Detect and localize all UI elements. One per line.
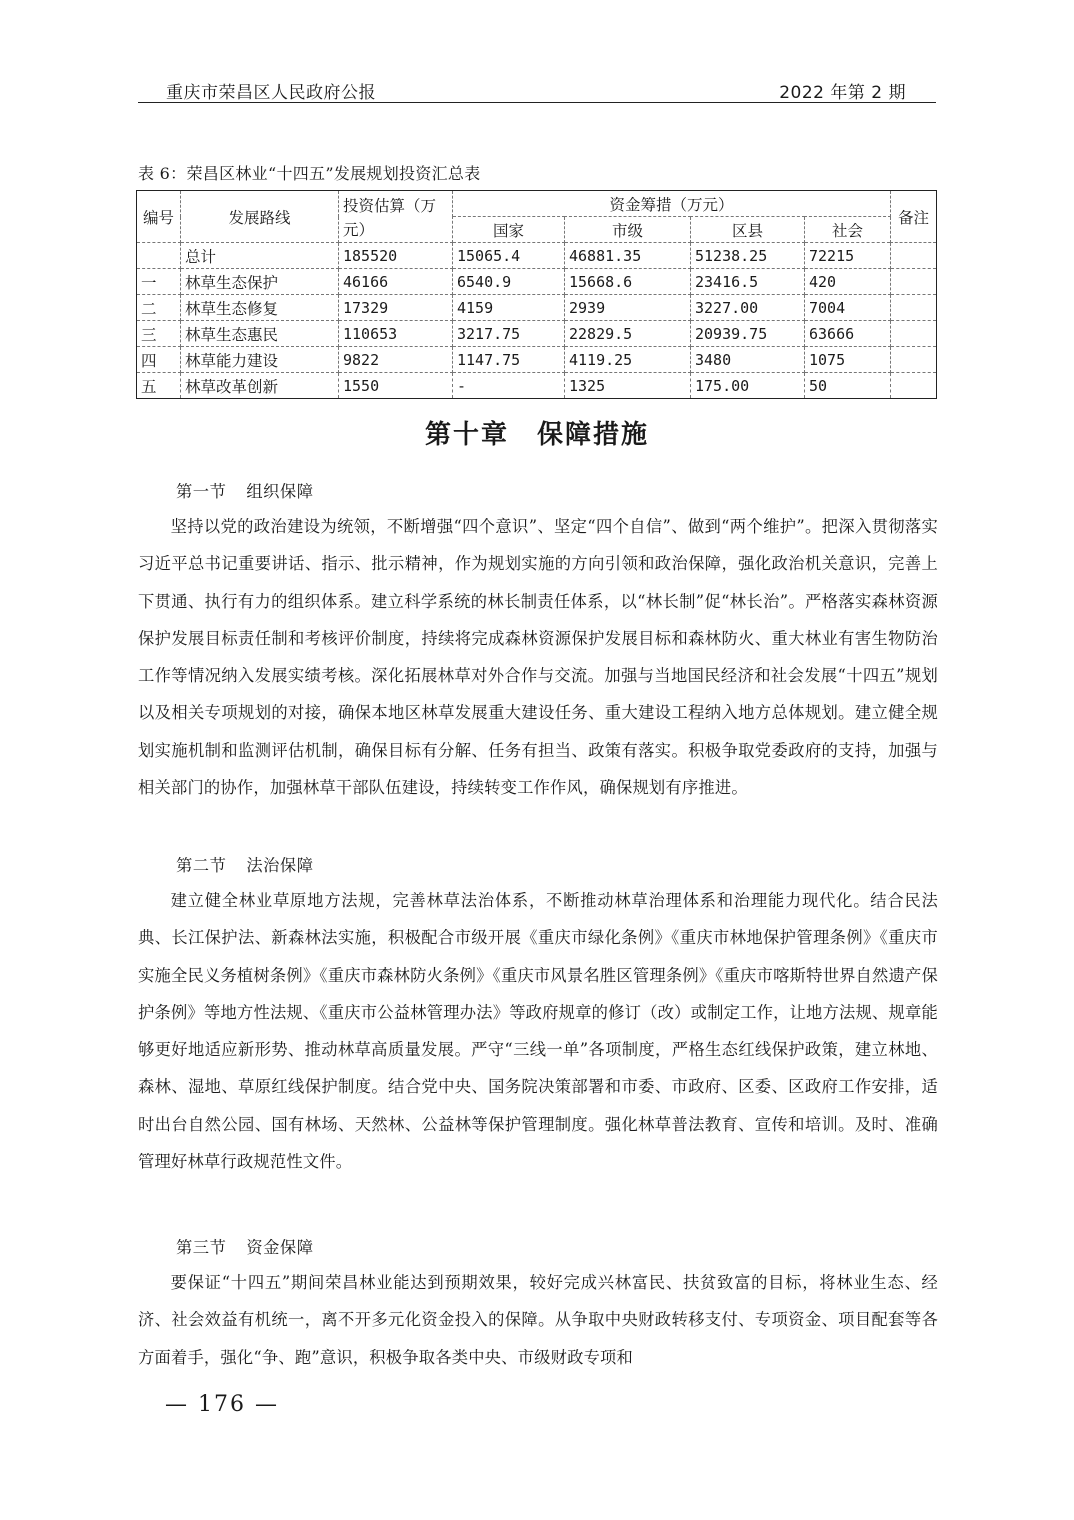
cell-society: 63666 <box>805 321 891 347</box>
cell-society: 50 <box>805 373 891 399</box>
cell-national: 6540.9 <box>453 269 565 295</box>
cell-route: 林草能力建设 <box>181 347 339 373</box>
paragraph: 要保证“十四五”期间荣昌林业能达到预期效果，较好完成兴林富民、扶贫致富的目标，将林业生态、经济、社会效益有机统一，离不开多元化资金投入的保障。从争取中央财政转移支付、专项资金、项目配套等各方面着手，强化“争、跑”意识，积极争取各类中央、市级财政专项和 <box>138 1273 938 1367</box>
cell-remarks <box>891 373 937 399</box>
cell-estimate: 1550 <box>339 373 453 399</box>
header-funding: 资金筹措（万元） <box>453 191 891 217</box>
table-row <box>137 295 937 321</box>
cell-remarks <box>891 243 937 269</box>
section-title: 组织保障 <box>246 482 314 501</box>
cell-district: 51238.25 <box>691 243 805 269</box>
table-caption: 表 6：荣昌区林业“十四五”发展规划投资汇总表 <box>138 164 481 183</box>
cell-no: 三 <box>137 321 181 347</box>
section-number: 第一节 <box>176 482 227 501</box>
section-body <box>138 882 938 1180</box>
cell-route: 林草生态惠民 <box>181 321 339 347</box>
cell-society: 72215 <box>805 243 891 269</box>
header-number: 编号 <box>137 191 181 243</box>
issue-label: 2022 年第 2 期 <box>779 83 906 103</box>
cell-national: 3217.75 <box>453 321 565 347</box>
cell-city: 4119.25 <box>565 347 691 373</box>
table-body <box>137 243 937 399</box>
cell-district: 3227.00 <box>691 295 805 321</box>
section-heading <box>176 852 314 876</box>
section-number: 第二节 <box>176 856 227 875</box>
cell-remarks <box>891 269 937 295</box>
cell-no: 二 <box>137 295 181 321</box>
cell-route: 林草生态保护 <box>181 269 339 295</box>
cell-estimate: 110653 <box>339 321 453 347</box>
cell-no <box>137 243 181 269</box>
table-header-row <box>137 191 937 217</box>
section-body <box>138 508 938 806</box>
paragraph: 坚持以党的政治建设为统领，不断增强“四个意识”、坚定“四个自信”、做到“两个维护”。把深入贯彻落实习近平总书记重要讲话、指示、批示精神，作为规划实施的方向引领和政治保障，强化政治机关意识，完善上下贯通、执行有力的组织体系。建立科学系统的林长制责任体系，以“林长制”促“林长治”。严格落实森林资源保护发展目标责任制和考核评价制度，持续将完成森林资源保护发展目标和森林防火、重大林业有害生物防治工作等情况纳入发展实绩考核。深化拓展林草对外合作与交流。加强与当地国民经济和社会发展“十四五”规划以及相关专项规划的对接，确保本地区林草发展重大建设任务、重大建设工程纳入地方总体规划。建立健全规划实施机制和监测评估机制，确保目标有分解、任务有担当、政策有落实。积极争取党委政府的支持，加强与相关部门的协作，加强林草干部队伍建设，持续转变工作作风，确保规划有序推进。 <box>138 517 938 798</box>
cell-estimate: 185520 <box>339 243 453 269</box>
header-city: 市级 <box>565 217 691 243</box>
cell-national: 1147.75 <box>453 347 565 373</box>
section-title: 法治保障 <box>246 856 314 875</box>
header-estimate: 投资估算（万元） <box>339 191 453 243</box>
cell-no: 五 <box>137 373 181 399</box>
header-national: 国家 <box>453 217 565 243</box>
cell-estimate: 46166 <box>339 269 453 295</box>
cell-remarks <box>891 321 937 347</box>
header-society: 社会 <box>805 217 891 243</box>
cell-route: 林草生态修复 <box>181 295 339 321</box>
cell-estimate: 17329 <box>339 295 453 321</box>
page-number: — 176 — <box>165 1392 279 1417</box>
table-row <box>137 243 937 269</box>
paragraph: 建立健全林业草原地方法规，完善林草法治体系，不断推动林草治理体系和治理能力现代化。结合民法典、长江保护法、新森林法实施，积极配合市级开展《重庆市绿化条例》《重庆市林地保护管理条例》《重庆市实施全民义务植树条例》《重庆市森林防火条例》《重庆市风景名胜区管理条例》《重庆市喀斯特世界自然遗产保护条例》等地方性法规、《重庆市公益林管理办法》等政府规章的修订（改）或制定工作，让地方法规、规章能够更好地适应新形势、推动林草高质量发展。严守“三线一单”各项制度，严格生态红线保护政策，建立林地、森林、湿地、草原红线保护制度。结合党中央、国务院决策部署和市委、市政府、区委、区政府工作安排，适时出台自然公园、国有林场、天然林、公益林等保护管理制度。强化林草普法教育、宣传和培训。及时、准确管理好林草行政规范性文件。 <box>138 891 938 1172</box>
journal-title: 重庆市荣昌区人民政府公报 <box>166 83 376 103</box>
cell-city: 22829.5 <box>565 321 691 347</box>
cell-society: 1075 <box>805 347 891 373</box>
header-remarks: 备注 <box>891 191 937 243</box>
cell-city: 15668.6 <box>565 269 691 295</box>
cell-remarks <box>891 347 937 373</box>
section-heading <box>176 1234 314 1258</box>
cell-no: 四 <box>137 347 181 373</box>
cell-district: 3480 <box>691 347 805 373</box>
chapter-title: 第十章 保障措施 <box>424 420 649 450</box>
page-header <box>138 76 936 103</box>
section-heading <box>176 478 314 502</box>
table-row <box>137 347 937 373</box>
cell-city: 2939 <box>565 295 691 321</box>
header-district: 区县 <box>691 217 805 243</box>
cell-national: 15065.4 <box>453 243 565 269</box>
cell-estimate: 9822 <box>339 347 453 373</box>
cell-remarks <box>891 295 937 321</box>
header-route: 发展路线 <box>181 191 339 243</box>
table-row <box>137 269 937 295</box>
cell-route: 总计 <box>181 243 339 269</box>
cell-district: 20939.75 <box>691 321 805 347</box>
cell-no: 一 <box>137 269 181 295</box>
cell-city: 1325 <box>565 373 691 399</box>
cell-district: 175.00 <box>691 373 805 399</box>
table-row <box>137 373 937 399</box>
section-body <box>138 1264 938 1376</box>
investment-table <box>136 190 937 399</box>
section-number: 第三节 <box>176 1238 227 1257</box>
cell-society: 7004 <box>805 295 891 321</box>
section-title: 资金保障 <box>246 1238 314 1257</box>
table-row <box>137 321 937 347</box>
cell-route: 林草改革创新 <box>181 373 339 399</box>
cell-national: 4159 <box>453 295 565 321</box>
cell-society: 420 <box>805 269 891 295</box>
cell-district: 23416.5 <box>691 269 805 295</box>
cell-national: - <box>453 373 565 399</box>
cell-city: 46881.35 <box>565 243 691 269</box>
